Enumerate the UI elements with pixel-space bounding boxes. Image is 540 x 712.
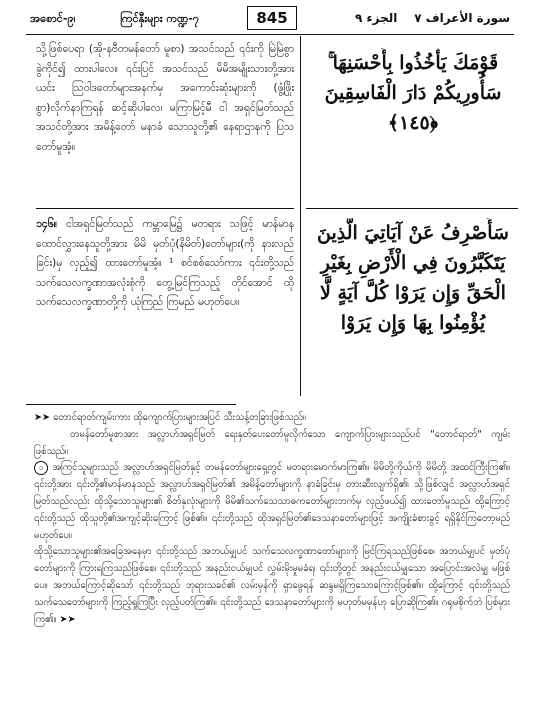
footnote-2: တမန်တော်မူစာအား အလ္လာဟ်အရှင်မြတ် ရေးနှတ်ပေးတော်မူလိုက်သော ကျောက်ပြားများသည်ပင် "တောင်ရာတ်" ကျမ်း ဖြစ်သည်။ bbox=[34, 428, 510, 457]
footnote-3: ၁ အကြင်သူများသည် အလ္လာဟ်အရှင်မြတ်နှင့် တမန်တော်များရှေ့တွင် မတရားမောက်မာကြ၏။ မိမိတို့ကိုယ်ကို မိမိတို့ အထင်ကြီးကြ၏။ ၎င်းတို့အား ၎င်းတို့၏မာန်မာနသည် အလ္လာဟ်အရှင်မြတ်၏ အမိန့်တော်များကို နာခံခြင်းမှ တားဆီးလျက်ရှိ၏၊ သို့ဖြစ်လျှင် အလ္လာဟ်အရှင်မြတ်သည်လည်း ထိုသို့သောသူများ၏ စိတ်နှလုံးများကို မိမိ၏သက်သေသာဓကတော်များဘက်မှ လှည့်ဖယ်၍ ထားတော်မူသည်၊ ထို့ကြောင့် ၎င်းတို့သည် ထိုသူတို့၏အကျင့်ဆိုးကြောင့် ဖြစ်၏။ ၎င်းတို့သည် ထိုအရှင်မြတ်၏ဒေသနာတော်များဖြင့် အကျိုးခံစားခွင့် ရရှိနိုင်ကြတော့မည် မဟုတ်ပေ။ bbox=[34, 462, 510, 541]
verse-divider-right bbox=[306, 208, 518, 209]
footnotes bbox=[34, 410, 510, 700]
verse-translation-145: သို့ဖြစ်ပေရာ (အို-နဗီတမန်တော် မူစာ) အသင်သည် ၎င်းကို မြဲမြဲစွာ ခွဲကိုင်၍ ထားပါလေ။ ၎င်းပြင် အသင်သည် မိမိအမျိုးသားတို့အား ယင်း သြဝါဒတော်များအနက်မှ အကောင်းဆုံးများကို (ဖွံ့ဖြိုးစွာ)လိုက်နာကြရန် ဆင့်ဆိုပါလေ၊ မကြာမြင့်မီ ငါ အရှင်မြတ်သည် အသင်တို့အား အမိန့်တော် မနာခံ သောသူတို့၏ နေရာဌာနကို ပြသတော်မူအံ့။ bbox=[36, 43, 294, 153]
footnote-mark: ၁ bbox=[34, 461, 48, 475]
arabic-verse-146: سَأَصْرِفُ عَنْ آيَاتِيَ الَّذِينَ يَتَكَبَّرُونَ فِي الْأَرْضِ بِغَيْرِ الْحَقِّ وَإِن يَرَوْا كُلَّ آيَةٍ لَّا يُؤْمِنُوا بِهَا وَإِن يَرَوْا bbox=[317, 222, 509, 334]
verse-text: ငါအရှင်မြတ်သည် ကမ္ဘာမြေ၌ မတရား သဖြင့် မာန်မာနထောင်လွှားနေသူတို့အား မိမိ မှတ်ပုံ(နိမိတ်)တော်များ(ကို နားလည်ခြင်း)မှ လှည့်၍ ထားတော်မူအံ့။ ¹ စင်စစ်သော်ကား ၎င်းတို့သည် သက်သေလက္ခဏာအလုံးစုံကို တွေ့မြင်ကြသည့် တိုင်အောင် ထိုသက်သေလက္ခဏာတို့ကို ယုံကြည် ကြမည် မဟုတ်ပေ။ bbox=[36, 218, 294, 308]
verse-divider-left bbox=[36, 208, 294, 209]
header-juz: الجزء ٩ bbox=[355, 11, 398, 25]
header-surah: سورة الأعراف ٧ bbox=[414, 11, 510, 25]
verse-number: ၁၄၆။ bbox=[36, 218, 57, 230]
arabic-verse-145: قَوْمَكَ يَأْخُذُوا بِأَحْسَنِهَا ۚ سَأُورِيكُمْ دَارَ الْفَاسِقِينَ ﴿١٤٥﴾ bbox=[324, 52, 502, 134]
footnote-4: ထိုသို့သောသူများ၏အခြေအနေမှာ ၎င်းတို့သည် အဘယ်မျှပင် သက်သေလက္ခဏာတော်များကို မြင်ကြရသည်ဖြစ်စေ၊ အဘယ်မျှပင် မှတ်ပုံတော်များကို ကြားရကြသည်ဖြစ်စေ၊ ၎င်းတို့သည် အနည်းငယ်မျှပင် လွှမ်းမိုးမှုမခံရ၊ ၎င်းတို့တွင် အနည်းငယ်မျှသော အပြောင်းအလဲမျှ မဖြစ်ပေ။ အဘယ်ကြောင့်ဆိုသော် ၎င်းတို့သည် ဘုရားသခင်၏ လမ်းမှန်ကို ရှာဖွေရန် ဆန္ဒမရှိကြသောကြောင့်ဖြစ်၏။ ထို့ကြောင့် ၎င်းတို့သည် သက်သေတော်များကို ကြည့်ရှုကြပြီး လှည့်ပတ်ကြ၏။ ၎င်းတို့သည် ဒေသနာတော်များကို မဟုတ်မမှန်ဟု ပြောဆိုကြ၏။ ဂရုမစိုက်ဘဲ ပြစ်မှားကြ၏။ ➤➤ bbox=[34, 546, 510, 625]
header-divider bbox=[26, 34, 514, 35]
page-header bbox=[0, 0, 540, 34]
verse-translation-146 bbox=[36, 215, 294, 393]
page-number: 845 bbox=[247, 6, 297, 30]
column-divider bbox=[300, 36, 301, 396]
header-volume: အစောင်-၉၊ bbox=[30, 12, 76, 25]
footnote-1: ➤➤ တောင်ရာတ်ကျမ်းကား ထိုကျောက်ပြားများအပြင် သီးသန့်တခြားဖြစ်သည်။ bbox=[34, 412, 306, 423]
header-section: ကြင်နှီးများ ကဏ္ဍ-၇ bbox=[120, 12, 199, 25]
footnote-divider bbox=[26, 404, 236, 405]
